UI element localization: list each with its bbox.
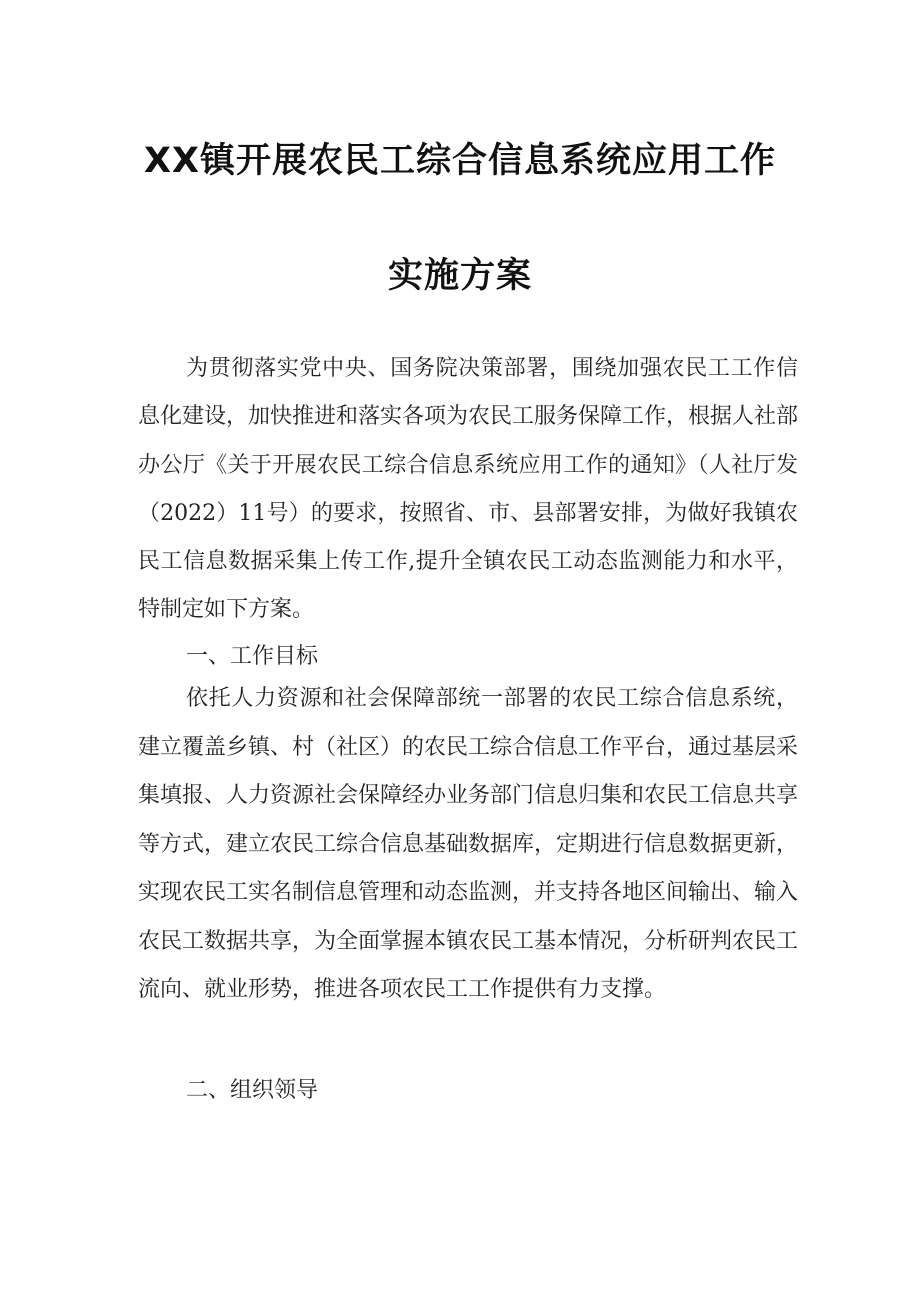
intro-paragraph: 为贯彻落实党中央、国务院决策部署，围绕加强农民工工作信息化建设，加快推进和落实各项为农民工服务保障工作，根据人社部办公厅《关于开展农民工综合信息系统应用工作的通知》（人社厅发（2022）11号）的要求，按照省、市、县部署安排，为做好我镇农民工信息数据采集上传工作,提升全镇农民工动态监测能力和水平，特制定如下方案。 — [138, 356, 799, 623]
work-goals-paragraph: 依托人力资源和社会保障部统一部署的农民工综合信息系统，建立覆盖乡镇、村（社区）的农民工综合信息工作平台，通过基层采集填报、人力资源社会保障经办业务部门信息归集和农民工信息共享等方式，建立农民工综合信息基础数据库，定期进行信息数据更新，实现农民工实名制信息管理和动态监测，并支持各地区间输出、输入农民工数据共享，为全面掌握本镇农民工基本情况，分析研判农民工流向、就业形势，推进各项农民工工作提供有力支撑。 — [138, 686, 799, 1002]
section-heading-organization: 二、组织领导 — [186, 1078, 319, 1103]
document-title-line-1: XX镇开展农民工综合信息系统应用工作 — [144, 141, 776, 181]
document-title-line-2: 实施方案 — [387, 256, 532, 296]
section-heading-work-goals: 一、工作目标 — [186, 644, 319, 669]
